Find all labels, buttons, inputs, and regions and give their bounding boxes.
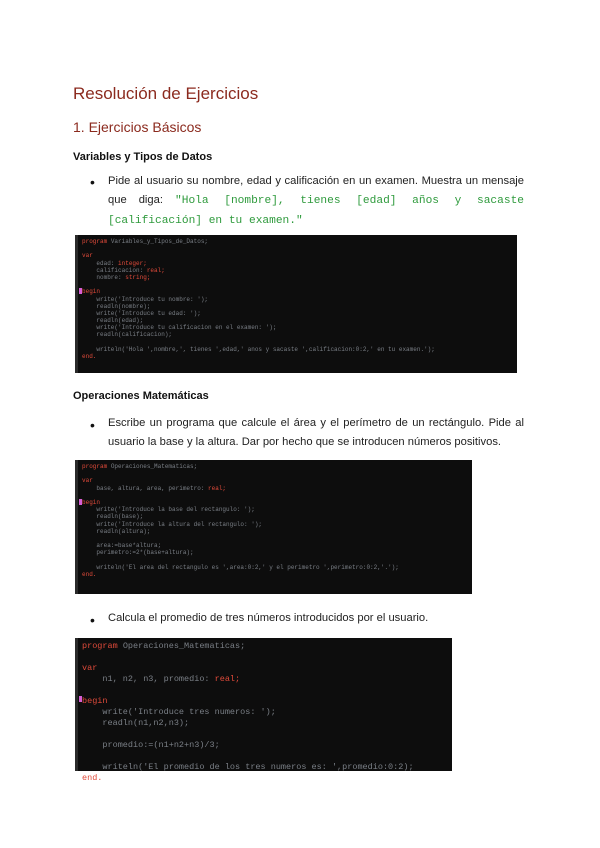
bullet-icon: • [90,174,95,190]
code-keyword: program [82,238,111,245]
code-line [82,685,448,696]
code-line [82,528,468,535]
code-line [82,521,468,528]
code-line [82,296,513,303]
code-text: readln(n1,n2,n3); [82,718,190,728]
code-text: perimetro:=2*(base+altura); [82,549,194,557]
code-text: Operaciones_Matematicas; [110,463,198,470]
code-line [82,492,468,499]
page-title: Resolución de Ejercicios [73,84,259,103]
code-keyword: end. [82,353,97,360]
code-text: promedio:=(n1+n2+n3)/3; [82,740,220,750]
code-line [82,470,468,477]
code-line [82,485,468,492]
code-text: readln(base); [82,513,144,521]
code-text: writeln('El area del rectangulo es ',area:0:2,' y el perimetro ',perimetro:0:2,'.'); [82,563,399,571]
code-line [82,310,513,317]
code-line [82,499,468,506]
code-text: write('Introduce la altura del rectangulo: '); [82,520,263,528]
code-text: nombre: [82,273,126,281]
code-text: n1, n2, n3, promedio: [82,674,215,684]
code-line [82,729,448,740]
code-line [82,346,513,353]
code-line [82,652,448,663]
code-line [82,245,513,252]
code-keyword: integer; [118,259,147,267]
code-line [82,513,468,520]
code-text: write('Introduce tu calificacion en el examen: '); [82,324,277,332]
code-line [82,571,468,578]
code-line [82,339,513,346]
code-block-rectangulo [75,460,472,594]
bullet-icon: • [90,612,95,628]
code-block-variables [75,235,517,373]
code-line [82,506,468,513]
code-line [82,477,468,484]
code-text: Operaciones_Matematicas; [122,641,246,651]
code-line [82,549,468,556]
code-line [82,773,448,784]
exercise-quote: "Hola [nombre], tienes [edad] años y sacaste [calificación] en tu examen." [108,195,524,227]
code-keyword: begin [82,498,101,506]
code-line [82,281,513,288]
code-text: base, altura, area, perimetro: [82,484,209,492]
code-keyword: var [82,477,93,485]
code-text: write('Introduce tu edad: '); [82,309,201,317]
code-line [82,260,513,267]
code-text: calificacion: [82,266,147,274]
code-text: area:=base*altura; [82,542,162,550]
subheading-variables: Variables y Tipos de Datos [73,151,213,163]
code-text: readln(altura); [82,527,151,535]
code-line [82,718,448,729]
code-line [82,317,513,324]
code-text: write('Introduce tres numeros: '); [82,707,276,717]
code-line [82,542,468,549]
code-text: Variables_y_Tipos_de_Datos; [110,238,209,245]
code-keyword: program [82,463,111,470]
code-keyword: end. [82,570,97,578]
code-line [82,353,513,360]
code-block-promedio [75,638,452,783]
code-line [82,707,448,718]
code-line [82,556,468,563]
code-keyword: real; [146,266,165,274]
code-text: readln(nombre); [82,302,151,310]
code-line [82,267,513,274]
code-line [82,324,513,331]
code-text: readln(calificacion); [82,331,173,339]
section-heading: 1. Ejercicios Básicos [73,119,202,135]
code-keyword: program [82,641,123,651]
code-line [82,252,513,259]
code-text: edad: [82,259,119,267]
exercise-text [108,172,524,231]
code-text: write('Introduce la base del rectangulo: '); [82,506,255,514]
fold-marker [79,696,82,702]
code-keyword: string; [125,273,151,281]
subheading-operaciones: Operaciones Matemáticas [73,390,209,402]
code-line [82,288,513,295]
code-line [82,238,513,245]
code-line [82,740,448,751]
code-text: writeln('El promedio de los tres numeros es: ',promedio:0:2); [82,762,414,772]
fold-marker [79,288,82,294]
code-keyword: var [82,663,98,673]
code-line [82,463,468,470]
code-keyword: begin [82,696,108,706]
code-keyword: var [82,252,93,260]
code-text: readln(edad); [82,317,144,325]
code-line [82,303,513,310]
code-line [82,641,448,652]
code-line [82,564,468,571]
code-keyword: real; [214,674,241,684]
code-keyword: real; [208,484,227,492]
exercise-description: Pide al usuario su nombre, edad y calificación en un examen. Muestra un mensaje que diga: [108,175,524,206]
code-text: writeln('Hola ',nombre,', tienes ',edad,' anos y sacaste ',calificacion:0:2,' en tu examen.'); [82,345,435,353]
code-line [82,751,448,762]
fold-marker [79,499,82,505]
code-text: write('Introduce tu nombre: '); [82,295,209,303]
exercise-text: Calcula el promedio de tres números introducidos por el usuario. [108,612,429,624]
code-keyword: end. [82,773,103,783]
code-line [82,696,448,707]
exercise-text: Escribe un programa que calcule el área y el perímetro de un rectángulo. Pide al usuario la base y la altura. Dar por hecho que se introducen números positivos. [108,417,524,448]
code-line [82,274,513,281]
code-line [82,331,513,338]
code-line [82,762,448,773]
code-keyword: begin [82,288,101,296]
code-line [82,674,448,685]
code-line [82,663,448,674]
bullet-icon: • [90,417,95,433]
code-line [82,535,468,542]
